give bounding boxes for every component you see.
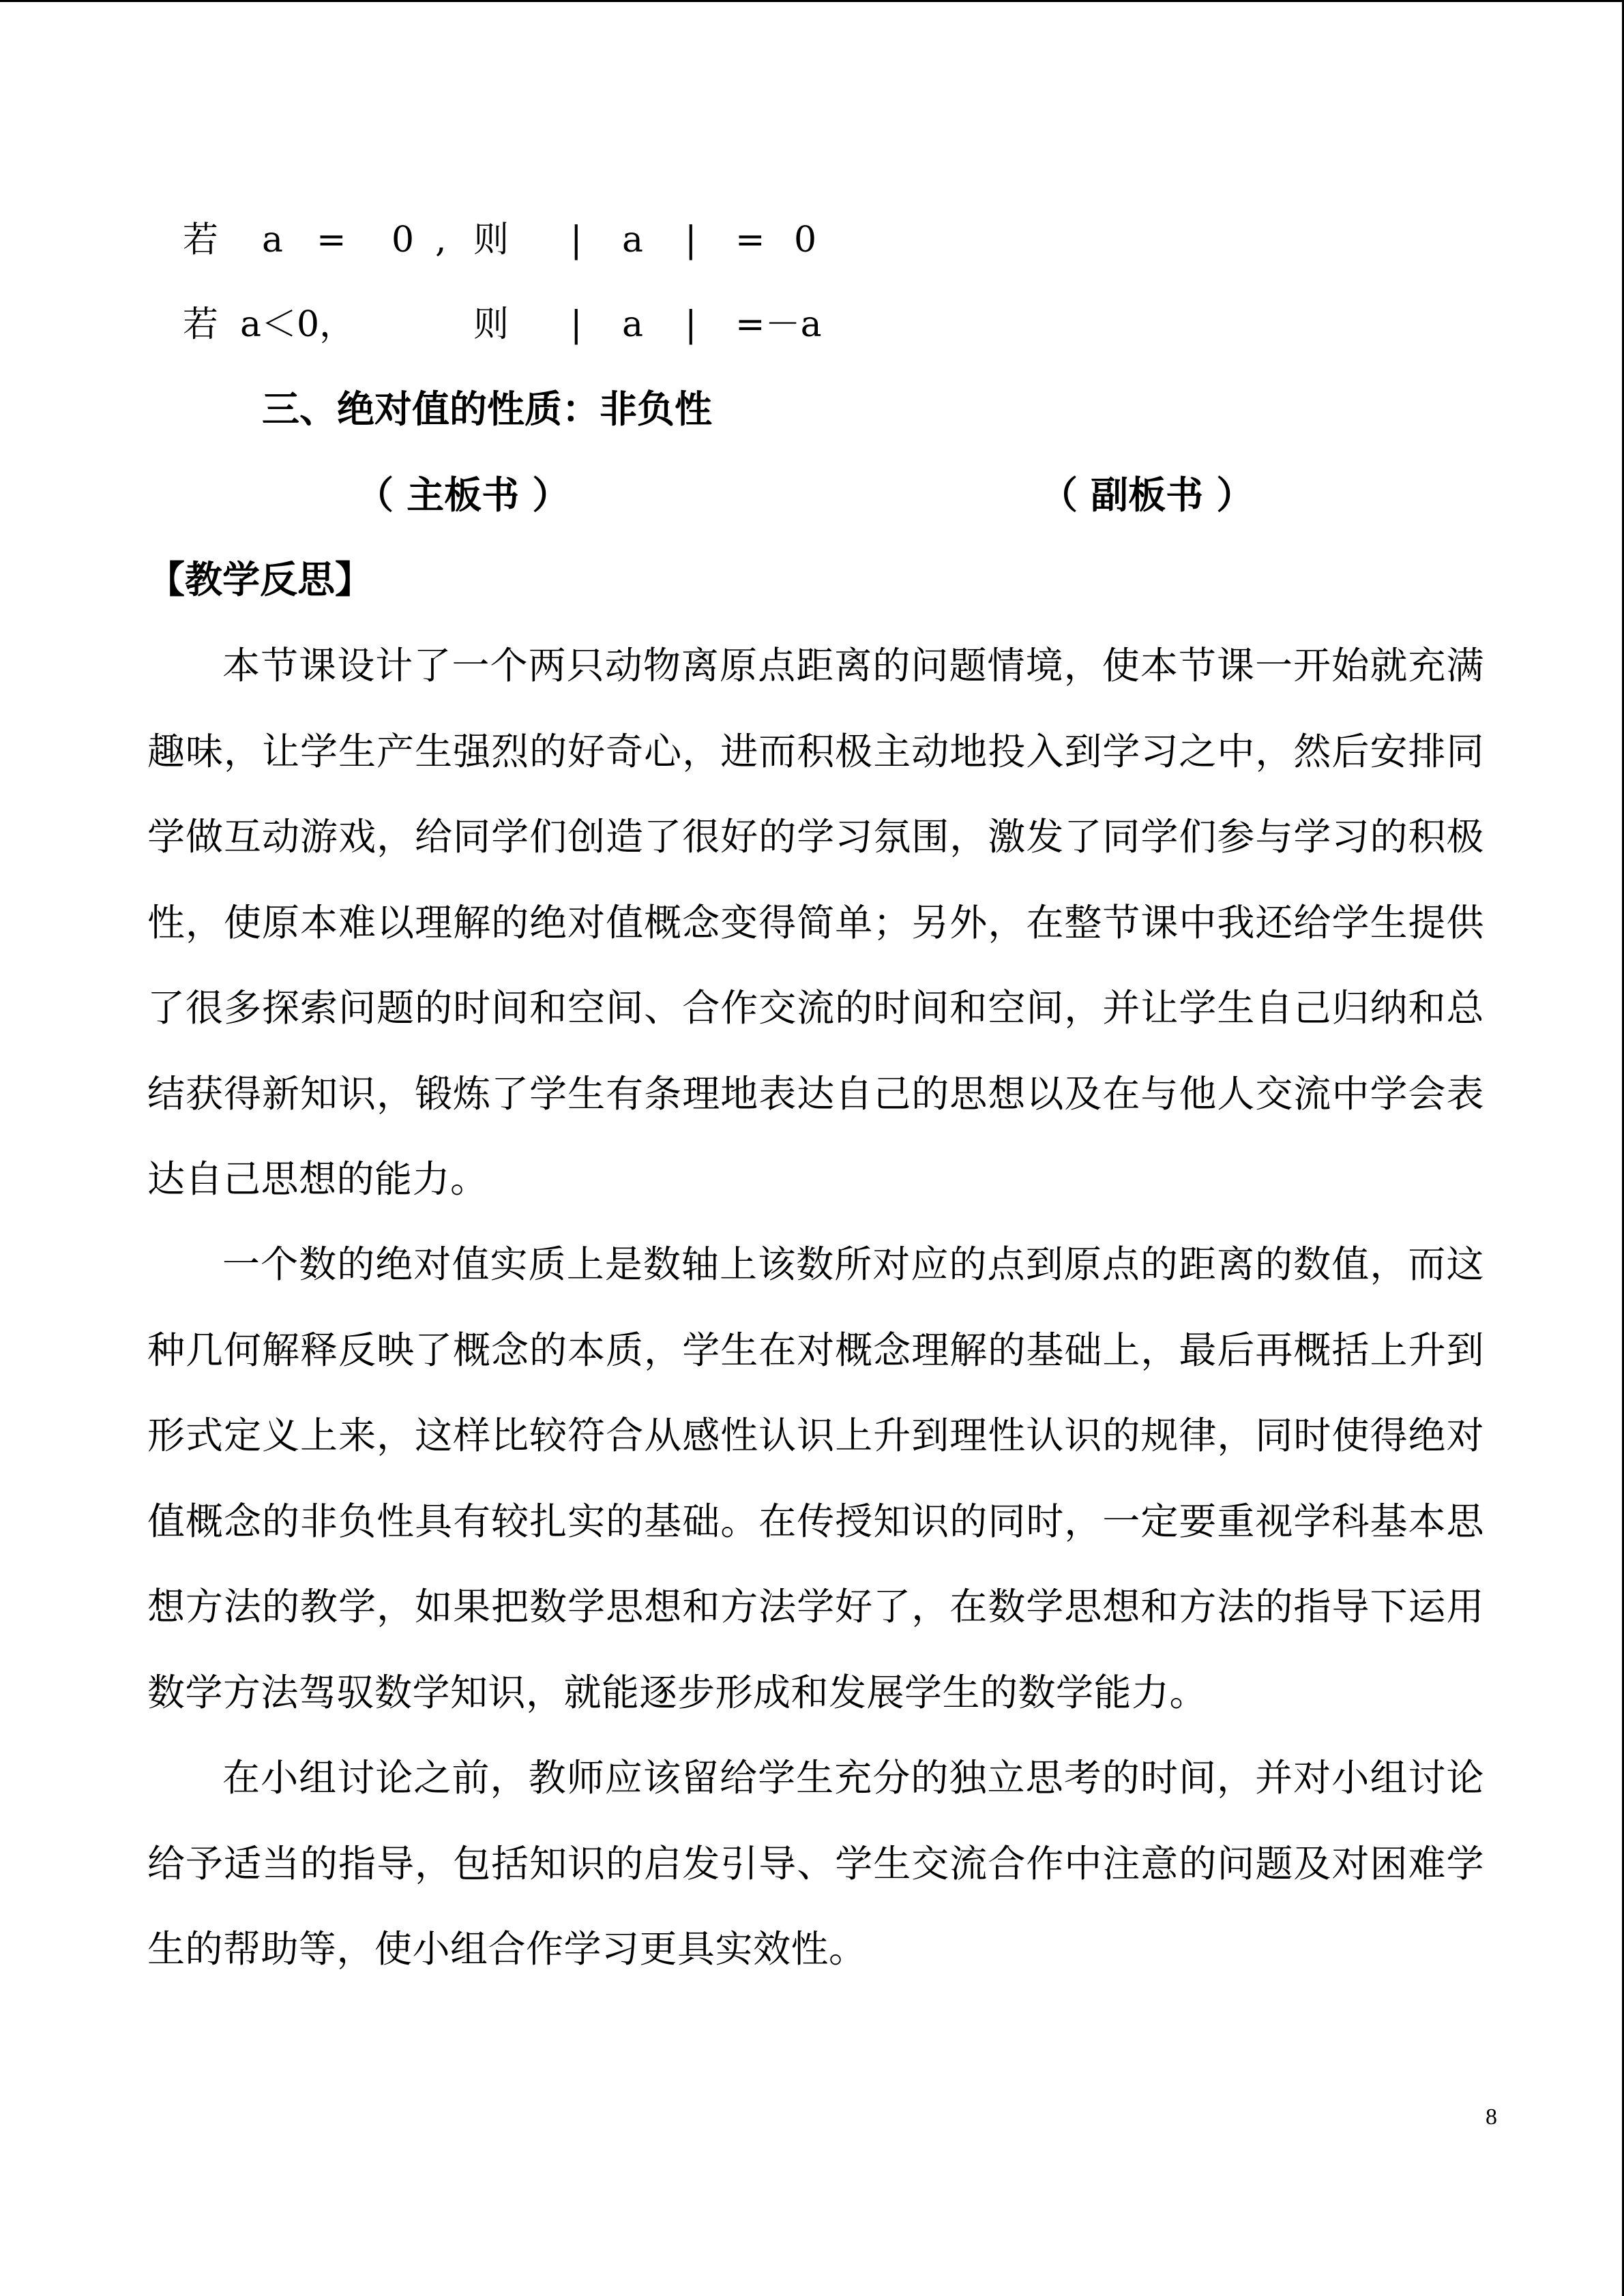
reflection-paragraph: 本节课设计了一个两只动物离原点距离的问题情境，使本节课一开始就充满趣味，让学生产生强烈的好奇心，进而积极主动地投入到学习之中，然后安排同学做互动游戏，给同学们创造了很好的学习氛围，激发了同学们参与学习的积极性，使原本难以理解的绝对值概念变得简单；另外，在整节课中我还给学生提供了很多探索问题的时间和空间、合作交流的时间和空间，并让学生自己归纳和总结获得新知识，锻炼了学生有条理地表达自己的思想以及在与他人交流中学会表达自己思想的能力。 bbox=[147, 644, 1484, 1201]
formula-abs-close: | bbox=[685, 304, 697, 345]
formula-equals-2: = bbox=[735, 220, 765, 260]
formula-equals: = bbox=[316, 220, 346, 260]
formula-zero: 0 bbox=[392, 220, 415, 260]
formula-abs-close: | bbox=[685, 220, 697, 260]
reflection-paragraph: 在小组讨论之前，教师应该留给学生充分的独立思考的时间，并对小组讨论给予适当的指导，包括知识的启发引导、学生交流合作中注意的问题及对困难学生的帮助等，使小组合作学习更具实效性。 bbox=[147, 1756, 1484, 1971]
formula-abs-open: | bbox=[570, 220, 582, 260]
formula-condition: a＜0， bbox=[240, 304, 355, 345]
formula-abs-open: | bbox=[570, 304, 582, 345]
formula-ze: 则 bbox=[473, 304, 510, 345]
formula-a: a bbox=[262, 220, 284, 260]
formula-abs-a: a bbox=[622, 220, 644, 260]
main-board-label: （ 主板书 ） bbox=[356, 473, 570, 517]
formula-line-zero bbox=[183, 213, 817, 267]
formula-result: 0 bbox=[794, 220, 817, 260]
formula-result: =－a bbox=[735, 304, 822, 345]
section-heading-non-negativity: 三、绝对值的性质：非负性 bbox=[262, 387, 713, 431]
formula-line-negative bbox=[183, 297, 822, 352]
reflection-paragraph: 一个数的绝对值实质上是数轴上该数所对应的点到原点的距离的数值，而这种几何解释反映了概念的本质，学生在对概念理解的基础上，最后再概括上升到形式定义上来，这样比较符合从感性认识上升到理性认识的规律，同时使得绝对值概念的非负性具有较扎实的基础。在传授知识的同时，一定要重视学科基本思想方法的教学，如果把数学思想和方法学好了，在数学思想和方法的指导下运用数学方法驾驭数学知识，就能逐步形成和发展学生的数学能力。 bbox=[147, 1242, 1484, 1714]
formula-comma: , bbox=[435, 220, 447, 260]
formula-ruo: 若 bbox=[183, 220, 219, 260]
formula-ze: 则 bbox=[473, 220, 510, 260]
formula-ruo: 若 bbox=[183, 304, 219, 345]
formula-abs-a: a bbox=[622, 304, 644, 345]
page-number: 8 bbox=[1486, 2104, 1497, 2130]
teaching-reflection-title: 【教学反思】 bbox=[147, 558, 373, 601]
sub-board-label: （ 副板书 ） bbox=[1040, 473, 1254, 517]
page-border-top bbox=[0, 0, 1624, 2]
